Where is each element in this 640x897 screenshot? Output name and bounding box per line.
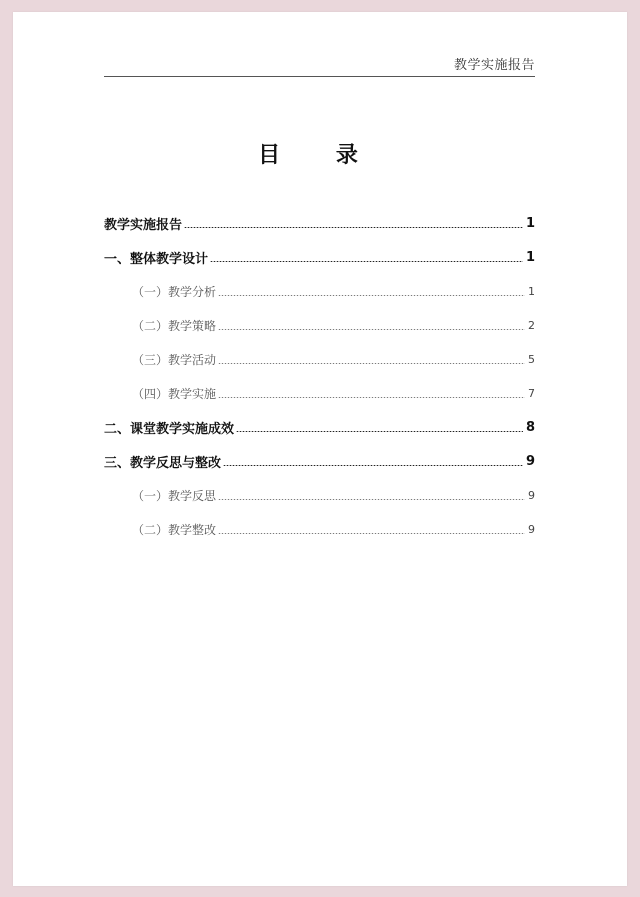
toc-entry-page: 2 bbox=[528, 318, 535, 332]
toc-entry-page: 9 bbox=[528, 488, 535, 502]
toc-entry-page: 7 bbox=[528, 386, 535, 400]
toc-title: 目 录 bbox=[258, 143, 382, 168]
toc-entry-label: 教学实施报告 bbox=[104, 217, 183, 233]
toc-leader-dots bbox=[218, 533, 525, 534]
toc-entry-page: 5 bbox=[528, 352, 535, 366]
toc-entry[interactable] bbox=[104, 308, 535, 342]
document-page bbox=[13, 12, 627, 886]
toc-entry[interactable] bbox=[104, 410, 535, 444]
toc-entry[interactable] bbox=[104, 240, 535, 274]
toc-entry-label: （一）教学反思 bbox=[132, 488, 217, 503]
toc-entry-label: 三、教学反思与整改 bbox=[104, 455, 222, 471]
toc-entry-label: （二）教学整改 bbox=[132, 522, 217, 537]
toc-entry-page: 1 bbox=[525, 215, 535, 231]
toc-entry[interactable] bbox=[104, 206, 535, 240]
toc-entry-label: （四）教学实施 bbox=[132, 386, 217, 401]
toc-entry-label: （二）教学策略 bbox=[132, 318, 217, 333]
toc-entry-page: 1 bbox=[525, 249, 535, 265]
toc-leader-dots bbox=[218, 363, 525, 364]
toc-leader-dots bbox=[218, 499, 525, 500]
toc-entry-label: （三）教学活动 bbox=[132, 352, 217, 367]
toc-entry-page: 8 bbox=[525, 419, 535, 435]
toc-entry[interactable] bbox=[104, 478, 535, 512]
toc-entry-label: （一）教学分析 bbox=[132, 284, 217, 299]
table-of-contents bbox=[104, 206, 535, 546]
toc-leader-dots bbox=[236, 431, 523, 432]
toc-leader-dots bbox=[218, 397, 525, 398]
toc-entry[interactable] bbox=[104, 444, 535, 478]
toc-leader-dots bbox=[218, 295, 525, 296]
toc-leader-dots bbox=[210, 261, 523, 262]
toc-leader-dots bbox=[218, 329, 525, 330]
header-title: 教学实施报告 bbox=[453, 58, 535, 73]
toc-entry-page: 9 bbox=[525, 453, 535, 469]
toc-entry[interactable] bbox=[104, 376, 535, 410]
toc-entry-label: 一、整体教学设计 bbox=[104, 251, 209, 267]
page-header bbox=[104, 52, 535, 77]
toc-entry[interactable] bbox=[104, 342, 535, 376]
toc-entry[interactable] bbox=[104, 274, 535, 308]
toc-entry-page: 9 bbox=[528, 522, 535, 536]
toc-leader-dots bbox=[223, 465, 523, 466]
toc-entry-page: 1 bbox=[528, 284, 535, 298]
toc-entry-label: 二、课堂教学实施成效 bbox=[104, 421, 235, 437]
toc-leader-dots bbox=[184, 227, 523, 228]
toc-entry[interactable] bbox=[104, 512, 535, 546]
